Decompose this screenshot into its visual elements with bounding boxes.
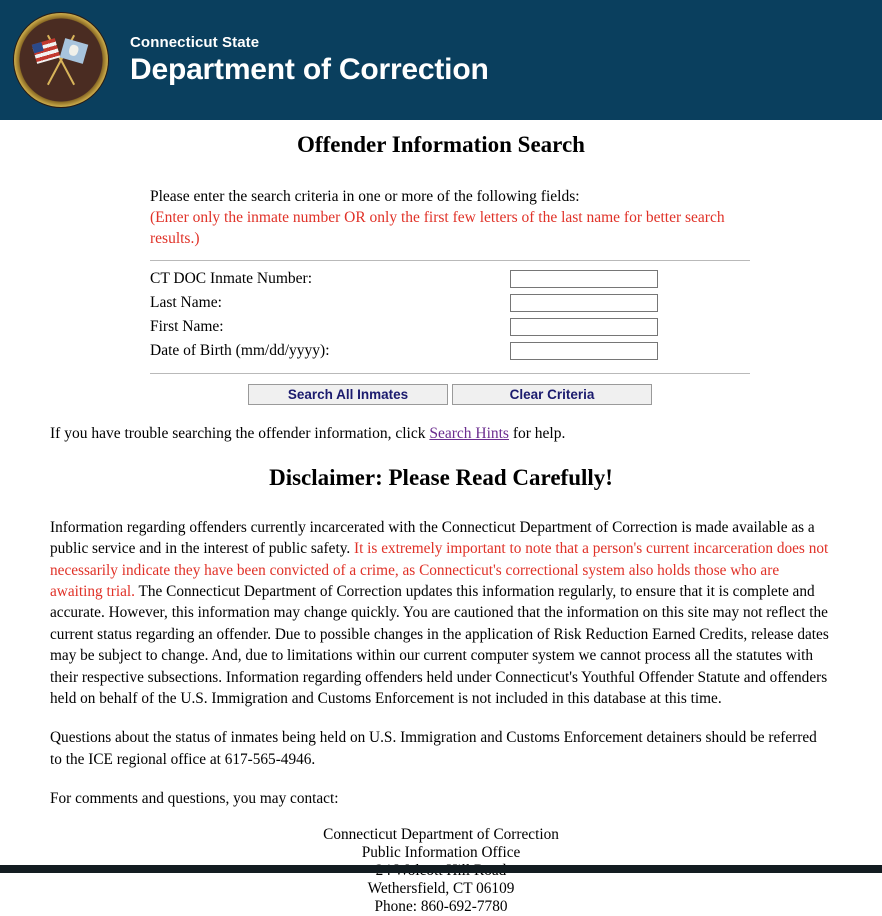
search-instruction-text: Please enter the search criteria in one or more of the following fields: xyxy=(150,188,580,205)
contact-city-state-zip: Wethersfield, CT 06109 xyxy=(367,879,515,897)
bottom-bar xyxy=(0,865,882,873)
field-row-date-of-birth xyxy=(150,339,750,363)
input-first-name[interactable] xyxy=(510,318,658,336)
contact-phone: Phone: 860-692-7780 xyxy=(374,897,508,915)
search-hints-link[interactable]: Search Hints xyxy=(429,424,509,442)
seal-ring xyxy=(14,13,108,107)
search-hints-prefix: If you have trouble searching the offender information, click xyxy=(50,424,430,442)
label-first-name: First Name: xyxy=(150,317,224,335)
form-actions xyxy=(150,384,750,405)
search-form xyxy=(150,267,750,363)
disclaimer-p1-part2: The Connecticut Department of Correction updates this information regularly, to ensure that it is complete and accurate. However, this information may change quickly. You are cautioned that the information on this site may not reflect the current status regarding an offender. Due to possible changes in the application of Risk Reduction Earned Credits, release dates may be subject to change. And, due to limitations within our current computer system we cannot process all the statutes with their respective subsections. Information regarding offenders held under Connecticut's Youthful Offender Statute and offenders held on behalf of the U.S. Immigration and Customs Enforcement is not included in this database at this time. xyxy=(50,582,829,707)
page-content xyxy=(0,132,882,916)
divider-top xyxy=(150,260,750,261)
field-row-last-name xyxy=(150,291,750,315)
label-inmate-number: CT DOC Inmate Number: xyxy=(150,269,313,287)
search-note-text: (Enter only the inmate number OR only the first few letters of the last name for better search results.) xyxy=(150,209,725,248)
disclaimer-paragraph-3: For comments and questions, you may contact: xyxy=(50,790,339,808)
label-date-of-birth: Date of Birth (mm/dd/yyyy): xyxy=(150,341,330,359)
search-hints-line xyxy=(50,425,882,443)
contact-organization: Connecticut Department of Correction xyxy=(323,825,559,843)
disclaimer-title: Disclaimer: Please Read Carefully! xyxy=(269,464,613,490)
input-last-name[interactable] xyxy=(510,294,658,312)
search-instructions xyxy=(150,186,750,250)
agency-seal-icon xyxy=(14,13,108,107)
site-header xyxy=(0,0,882,120)
disclaimer-paragraph-2: Questions about the status of inmates being held on U.S. Immigration and Customs Enforcement detainers should be referred to the ICE regional office at 617-565-4946. xyxy=(50,729,817,768)
field-row-first-name xyxy=(150,315,750,339)
disclaimer-p1-part1: Information regarding offenders currently incarcerated with the Connecticut Department of Correction is made available as a public service and in the interest of public safety. xyxy=(50,518,815,558)
disclaimer-p1-highlight: It is extremely important to note that a person's current incarceration does not necessarily indicate they have been convicted of a crime, as Connecticut's correctional system also holds those who are awaiting trial. xyxy=(50,540,829,600)
input-inmate-number[interactable] xyxy=(510,270,658,288)
contact-office: Public Information Office xyxy=(361,843,521,861)
header-title: Department of Correction xyxy=(130,53,489,87)
header-subtitle: Connecticut State xyxy=(130,34,260,52)
input-date-of-birth[interactable] xyxy=(510,342,658,360)
field-row-inmate-number xyxy=(150,267,750,291)
header-titles xyxy=(130,34,489,86)
page-title: Offender Information Search xyxy=(297,132,585,157)
label-last-name: Last Name: xyxy=(150,293,222,311)
clear-criteria-button[interactable]: Clear Criteria xyxy=(452,384,652,405)
search-hints-suffix: for help. xyxy=(508,424,566,442)
search-all-inmates-button[interactable]: Search All Inmates xyxy=(248,384,448,405)
divider-bottom xyxy=(150,373,750,374)
disclaimer-paragraph-1 xyxy=(50,517,832,710)
